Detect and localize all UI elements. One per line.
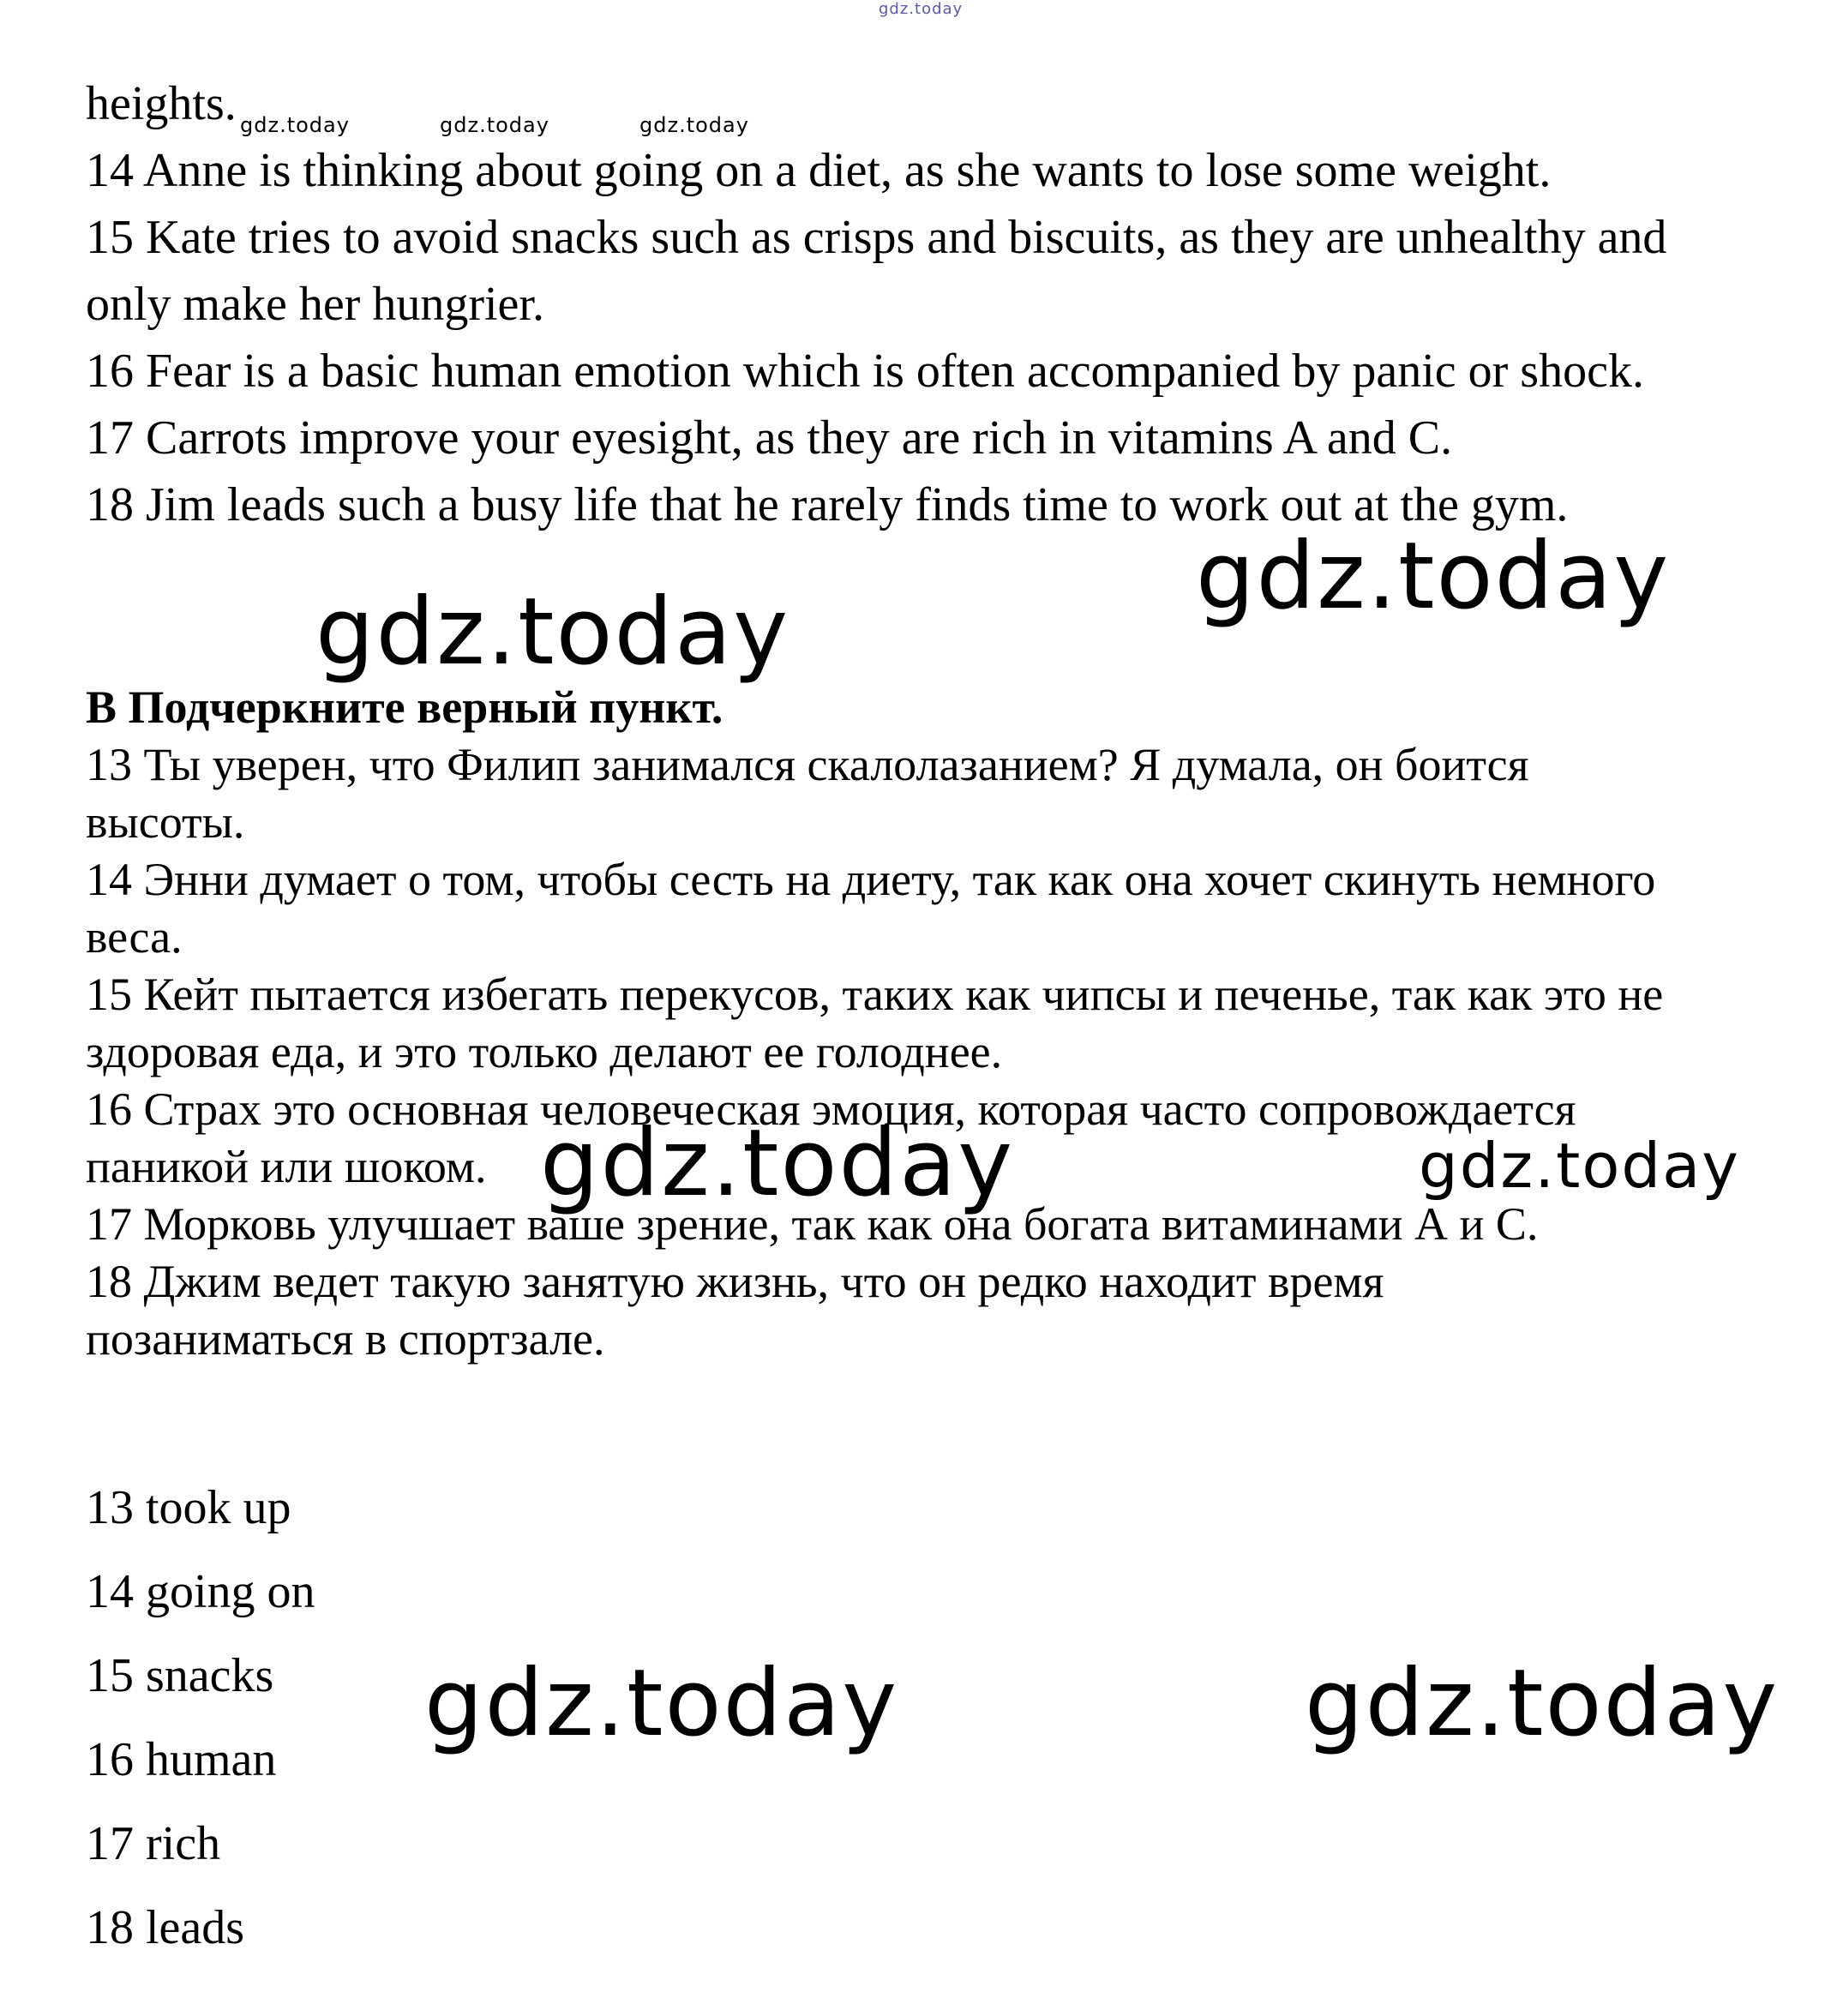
answer-18: 18 leads xyxy=(86,1901,245,1954)
watermark-large-2: gdz.today xyxy=(315,579,790,686)
english-line-15b: only make her hungrier. xyxy=(86,278,544,331)
russian-item-13: 13 Ты уверен, что Филип занимался скалолазанием? Я думала, он боится высоты. xyxy=(86,739,1529,848)
english-line-heights: heights. xyxy=(86,77,237,130)
watermark-large-4: gdz.today xyxy=(424,1650,899,1757)
answer-13: 13 took up xyxy=(86,1481,291,1534)
russian-item-17: 17 Морковь улучшает ваше зрение, так как она богата витаминами А и С. xyxy=(86,1198,1539,1250)
english-line-18: 18 Jim leads such a busy life that he rarely finds time to work out at the gym. xyxy=(86,478,1569,531)
russian-heading: В Подчеркните верный пункт. xyxy=(86,681,723,733)
watermark-top: gdz.today xyxy=(879,0,964,18)
russian-item-14: 14 Энни думает о том, чтобы сесть на диету, так как она хочет скинуть немного веса. xyxy=(86,854,1656,963)
watermark-small-3: gdz.today xyxy=(639,113,749,137)
russian-item-15: 15 Кейт пытается избегать перекусов, таких как чипсы и печенье, так как это не здоровая еда, и это только делают ее голоднее. xyxy=(86,969,1664,1077)
russian-item-18: 18 Джим ведет такую занятую жизнь, что он редко находит время позаниматься в спортзале. xyxy=(86,1256,1384,1365)
watermark-small-1: gdz.today xyxy=(240,113,350,137)
english-line-17: 17 Carrots improve your eyesight, as they are rich in vitamins A and C. xyxy=(86,411,1453,465)
english-line-14: 14 Anne is thinking about going on a diet, as she wants to lose some weight. xyxy=(86,144,1552,197)
answer-15: 15 snacks xyxy=(86,1649,274,1702)
watermark-small-2: gdz.today xyxy=(440,113,549,137)
answer-16: 16 human xyxy=(86,1733,277,1786)
english-line-15a: 15 Kate tries to avoid snacks such as crisps and biscuits, as they are unhealthy and xyxy=(86,211,1667,264)
watermark-large-3: gdz.today xyxy=(540,1110,1015,1217)
russian-section xyxy=(86,679,1766,1368)
russian-item-16: 16 Страх это основная человеческая эмоция, которая часто сопровождается паникой или шоком. xyxy=(86,1083,1576,1192)
answer-17: 17 rich xyxy=(86,1817,221,1870)
watermark-large-5: gdz.today xyxy=(1305,1650,1780,1757)
watermark-large-1: gdz.today xyxy=(1196,523,1671,630)
watermark-medium-1: gdz.today xyxy=(1419,1130,1740,1202)
answer-14: 14 going on xyxy=(86,1565,315,1618)
english-line-16: 16 Fear is a basic human emotion which is often accompanied by panic or shock. xyxy=(86,345,1644,398)
